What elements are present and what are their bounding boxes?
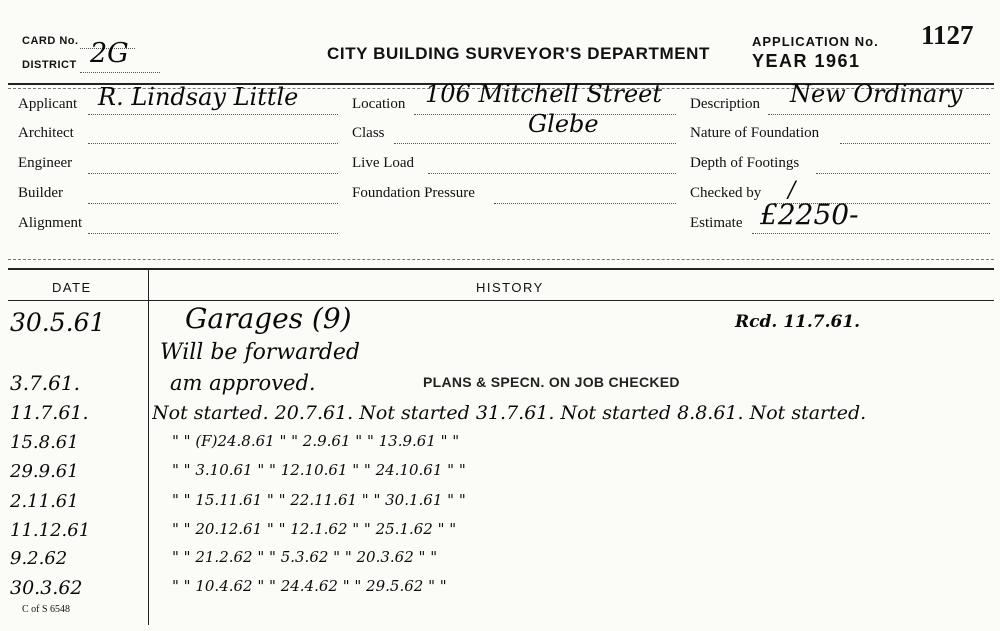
history-date: 11.12.61 <box>10 520 91 541</box>
history-date: 9.2.62 <box>10 548 68 569</box>
form-code: C of S 6548 <box>22 604 71 615</box>
district-value: 2G <box>90 38 129 69</box>
engineer-label: Engineer <box>18 155 73 171</box>
architect-line <box>88 143 338 144</box>
history-entry: am approved. <box>170 371 316 395</box>
applicant-line <box>88 114 338 115</box>
estimate-label: Estimate <box>690 215 743 231</box>
history-header: HISTORY <box>476 280 544 295</box>
checked-by-value: / <box>788 178 796 203</box>
engineer-line <box>88 173 338 174</box>
history-top-dashed <box>8 259 994 260</box>
nature-of-foundation-label: Nature of Foundation <box>690 125 820 141</box>
alignment-line <box>88 233 338 234</box>
history-top-rule <box>8 268 994 270</box>
history-date: 15.8.61 <box>10 432 79 453</box>
date-header: DATE <box>52 280 92 295</box>
history-date: 11.7.61. <box>10 402 89 424</box>
history-entry: " " 3.10.61 " " 12.10.61 " " 24.10.61 " " <box>172 461 466 479</box>
checked-by-label: Checked by <box>690 185 762 201</box>
architect-label: Architect <box>18 125 74 141</box>
depth-of-footings-line <box>816 173 990 174</box>
builder-line <box>88 203 338 204</box>
department-title: CITY BUILDING SURVEYOR'S DEPARTMENT <box>327 44 711 63</box>
description-value: New Ordinary <box>790 80 963 108</box>
description-line <box>768 114 990 115</box>
application-number: 1127 <box>921 20 974 50</box>
alignment-label: Alignment <box>18 215 83 231</box>
nature-of-foundation-line <box>840 143 990 144</box>
history-date: 30.5.61 <box>10 308 106 337</box>
location-label: Location <box>352 96 406 112</box>
date-column-divider <box>148 270 149 625</box>
history-date: 3.7.61. <box>10 371 80 395</box>
district-line <box>80 72 160 73</box>
history-date: 2.11.61 <box>10 491 79 512</box>
estimate-line <box>752 233 990 234</box>
class-value: Glebe <box>528 110 599 138</box>
live-load-line <box>428 173 676 174</box>
year-label: YEAR 1961 <box>752 51 861 71</box>
foundation-pressure-line <box>494 203 676 204</box>
builder-label: Builder <box>18 185 63 201</box>
estimate-value: £2250- <box>760 198 859 231</box>
history-entry: " " 15.11.61 " " 22.11.61 " " 30.1.61 " " <box>172 491 466 509</box>
history-entry: Not started. 20.7.61. Not started 31.7.61. Not started 8.8.61. Not started. <box>152 402 867 424</box>
live-load-label: Live Load <box>352 155 415 171</box>
history-date: 29.9.61 <box>10 461 79 482</box>
history-entry: Will be forwarded <box>160 340 360 365</box>
description-label: Description <box>690 96 760 112</box>
history-entry: " " 10.4.62 " " 24.4.62 " " 29.5.62 " " <box>172 577 447 595</box>
plans-checked-stamp: PLANS & SPECN. ON JOB CHECKED <box>423 374 680 390</box>
card-no-label: CARD No. <box>22 35 79 47</box>
applicant-label: Applicant <box>18 96 78 112</box>
class-label: Class <box>352 125 385 141</box>
history-entry: " " 20.12.61 " " 12.1.62 " " 25.1.62 " " <box>172 520 457 538</box>
history-entry: " " (F)24.8.61 " " 2.9.61 " " 13.9.61 " " <box>172 432 460 450</box>
class-line <box>394 143 676 144</box>
history-date: 30.3.62 <box>10 577 83 599</box>
foundation-pressure-label: Foundation Pressure <box>352 185 475 201</box>
location-value: 106 Mitchell Street <box>425 80 663 108</box>
header-bottom-rule <box>8 300 994 301</box>
applicant-value: R. Lindsay Little <box>98 83 299 111</box>
history-note: Rcd. 11.7.61. <box>735 312 861 332</box>
district-label: DISTRICT <box>22 59 77 71</box>
application-label: APPLICATION No. <box>752 34 879 49</box>
history-entry: Garages (9) <box>185 302 352 335</box>
depth-of-footings-label: Depth of Footings <box>690 155 800 171</box>
history-entry: " " 21.2.62 " " 5.3.62 " " 20.3.62 " " <box>172 548 438 566</box>
